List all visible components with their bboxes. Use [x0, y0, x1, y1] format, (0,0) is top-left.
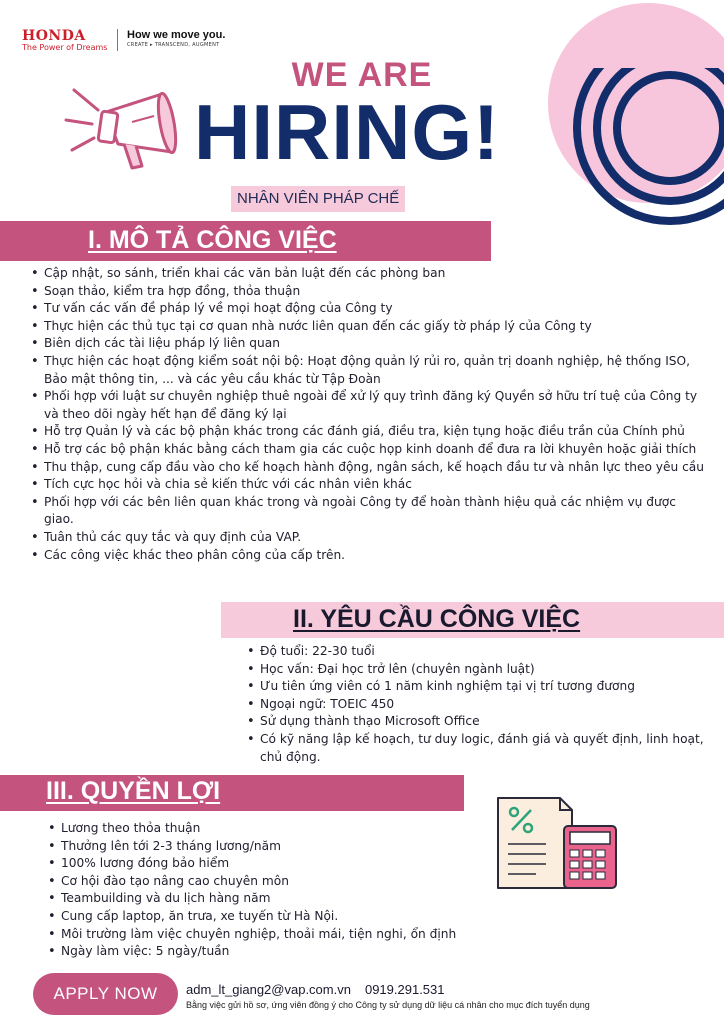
list-item: • Thu thập, cung cấp đầu vào cho kế hoạch hành động, ngân sách, kế hoạch đầu tư và nhân lực theo yêu cầu	[30, 459, 706, 477]
list-item: • Phối hợp với các bên liên quan khác trong và ngoài Công ty để hoàn thành hiệu quả các nhiệm vụ được giao.	[30, 494, 706, 529]
requirements-list	[246, 643, 716, 766]
motto-subtext: CREATE ▸ TRANSCEND, AUGMENT	[127, 42, 220, 48]
list-item: • Ngoại ngữ: TOEIC 450	[246, 696, 716, 714]
list-item: • Thưởng lên tới 2-3 tháng lương/năm	[47, 838, 497, 856]
list-item: • Ưu tiên ứng viên có 1 năm kinh nghiệm tại vị trí tương đương	[246, 678, 716, 696]
hiring-heading: HIRING!	[194, 88, 500, 176]
list-item: • Hỗ trợ các bộ phận khác bằng cách tham gia các cuộc họp kinh doanh để đưa ra lời khuyên hoặc giải thích	[30, 441, 706, 459]
list-item: • Phối hợp với luật sư chuyên nghiệp thuê ngoài để xử lý quy trình đăng ký Quyền sở hữu trí tuệ của Công ty và theo dõi ngày hết hạn để đăng ký lại	[30, 388, 706, 423]
section-heading-description: I. MÔ TẢ CÔNG VIỆC	[88, 226, 337, 254]
section-banner-benefits	[0, 775, 464, 811]
job-description-list	[30, 265, 706, 564]
list-item: • Cung cấp laptop, ăn trưa, xe tuyến từ Hà Nội.	[47, 908, 497, 926]
honda-brand-name: HONDA	[22, 28, 86, 44]
section-banner-requirements	[221, 602, 724, 638]
list-item: • Thực hiện các hoạt động kiểm soát nội bộ: Hoạt động quản lý rủi ro, quản trị doanh nghiệp, hệ thống ISO, Bảo mật thông tin, ... và các yêu cầu khác từ Tập Đoàn	[30, 353, 706, 388]
megaphone-icon	[62, 82, 182, 177]
list-item: • Có kỹ năng lập kế hoạch, tư duy logic, đánh giá và quyết định, linh hoạt, chủ động.	[246, 731, 716, 766]
contact-email[interactable]: adm_lt_giang2@vap.com.vn	[186, 982, 351, 997]
motto-text: How we move you.	[127, 29, 226, 41]
list-item: • Soạn thảo, kiểm tra hợp đồng, thỏa thuận	[30, 283, 706, 301]
honda-tagline: The Power of Dreams	[22, 43, 108, 52]
list-item: • Thực hiện các thủ tục tại cơ quan nhà nước liên quan đến các giấy tờ pháp lý của Công ty	[30, 318, 706, 336]
list-item: • Ngày làm việc: 5 ngày/tuần	[47, 943, 497, 961]
contact-phone[interactable]: 0919.291.531	[364, 982, 445, 997]
list-item: • 100% lương đóng bảo hiểm	[47, 855, 497, 873]
apply-now-button[interactable]: APPLY NOW	[33, 973, 178, 1015]
list-item: • Cập nhật, so sánh, triển khai các văn bản luật đến các phòng ban	[30, 265, 706, 283]
list-item: • Các công việc khác theo phân công của cấp trên.	[30, 547, 706, 565]
section-heading-requirements: II. YÊU CẦU CÔNG VIỆC	[293, 605, 581, 633]
section-heading-benefits: III. QUYỀN LỢI	[46, 777, 221, 805]
list-item: • Hỗ trợ Quản lý và các bộ phận khác trong các đánh giá, điều tra, kiện tụng hoặc điều trần của Chính phủ	[30, 423, 706, 441]
list-item: • Lương theo thỏa thuận	[47, 820, 497, 838]
motto-logo	[127, 29, 225, 48]
contact-info	[186, 982, 445, 997]
position-title: NHÂN VIÊN PHÁP CHẾ	[231, 186, 405, 212]
section-banner-description	[0, 221, 491, 261]
list-item: • Học vấn: Đại học trở lên (chuyên ngành luật)	[246, 661, 716, 679]
list-item: • Teambuilding và du lịch hàng năm	[47, 890, 497, 908]
list-item: • Tuân thủ các quy tắc và quy định của VAP.	[30, 529, 706, 547]
we-are-heading: WE ARE	[291, 56, 433, 94]
list-item: • Tư vấn các vấn đề pháp lý về mọi hoạt động của Công ty	[30, 300, 706, 318]
calculator-receipt-icon	[486, 792, 626, 892]
honda-logo	[22, 28, 112, 52]
list-item: • Cơ hội đào tạo nâng cao chuyên môn	[47, 873, 497, 891]
logo-divider	[117, 29, 118, 51]
benefits-list	[47, 820, 497, 961]
list-item: • Độ tuổi: 22-30 tuổi	[246, 643, 716, 661]
list-item: • Biên dịch các tài liệu pháp lý liên quan	[30, 335, 706, 353]
list-item: • Môi trường làm việc chuyên nghiệp, thoải mái, tiện nghi, ổn định	[47, 926, 497, 944]
consent-note: Bằng việc gửi hồ sơ, ứng viên đồng ý cho Công ty sử dụng dữ liệu cá nhân cho mục đích tuyển dụng	[186, 1000, 590, 1010]
list-item: • Sử dụng thành thạo Microsoft Office	[246, 713, 716, 731]
list-item: • Tích cực học hỏi và chia sẻ kiến thức với các nhân viên khác	[30, 476, 706, 494]
